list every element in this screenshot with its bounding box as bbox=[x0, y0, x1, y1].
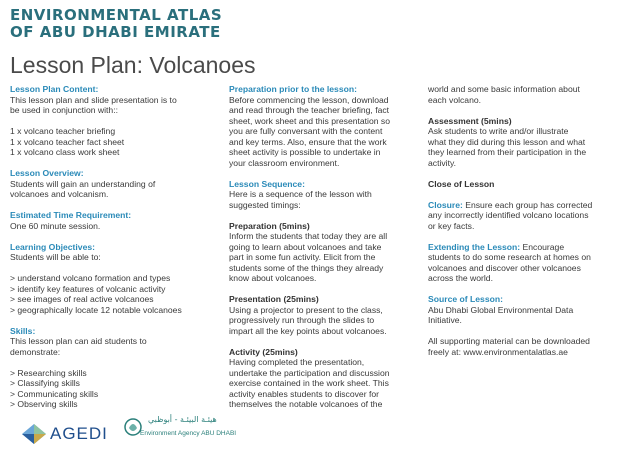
activity-text-line: themselves the notable volcanoes of the bbox=[229, 399, 383, 409]
activity-text-line: exercise contained in the work sheet. This bbox=[229, 378, 389, 388]
support-text-line: freely at: www.environmentalatlas.ae bbox=[428, 346, 568, 357]
prep-text-line: sheet activity is possible to undertake in bbox=[229, 147, 381, 157]
prep5-text-line: students some of the things they already bbox=[229, 262, 384, 273]
source-text-line: Abu Dhabi Global Environmental Data bbox=[428, 304, 574, 315]
content-item: 1 x volcano teacher briefing bbox=[10, 126, 116, 136]
skill-item: > Classifying skills bbox=[10, 378, 80, 388]
objective-item: > identify key features of volcanic activity bbox=[10, 283, 166, 294]
extending-text-line: volcanoes and discover other volcanoes bbox=[428, 262, 581, 273]
objectives-heading: Learning Objectives: bbox=[10, 241, 96, 252]
presentation-text-line: Using a projector to present to the class, bbox=[229, 304, 383, 315]
page-title: Lesson Plan: Volcanoes bbox=[10, 52, 256, 78]
prep-heading: Preparation prior to the lesson: bbox=[229, 84, 357, 94]
closure-text-line: any incorrectly identified volcano locations bbox=[428, 210, 589, 220]
prep5-text-line: going to learn about volcanoes and take bbox=[229, 241, 382, 252]
objective-item: > see images of real active volcanoes bbox=[10, 294, 154, 304]
closure-label: Closure: bbox=[428, 199, 463, 210]
extending-line bbox=[428, 242, 628, 253]
content-text-line: This lesson plan and slide presentation is to bbox=[10, 94, 177, 105]
content-item: 1 x volcano teacher fact sheet bbox=[10, 136, 125, 147]
objective-item: > understand volcano formation and types bbox=[10, 273, 171, 283]
sequence-heading: Lesson Sequence: bbox=[229, 178, 305, 189]
sequence-text-line: suggested timings: bbox=[229, 199, 301, 210]
activity-text-line: activity enables students to discover for bbox=[229, 388, 379, 399]
prep5-text-line: part in some fun activity. Elicit from the bbox=[229, 252, 376, 262]
overview-text-line: Students will gain an understanding of bbox=[10, 178, 156, 189]
atlas-title-line2: OF ABU DHABI EMIRATE bbox=[10, 23, 221, 41]
source-heading: Source of Lesson: bbox=[428, 294, 503, 304]
closure-text-line: or key facts. bbox=[428, 220, 475, 231]
environment-agency-english: Environment Agency ABU DHABI bbox=[140, 430, 237, 437]
continued-text-line: world and some basic information about bbox=[428, 84, 580, 94]
skills-heading: Skills: bbox=[10, 325, 36, 336]
prep-text-line: and key terms. Also, ensure that the work bbox=[229, 136, 387, 147]
prep-text-line: Before commencing the lesson, download bbox=[229, 94, 389, 105]
sequence-text-line: Here is a sequence of the lesson with bbox=[229, 189, 372, 199]
time-heading: Estimated Time Requirement: bbox=[10, 210, 132, 220]
atlas-title-line1: ENVIRONMENTAL ATLAS bbox=[10, 6, 223, 24]
closure-line bbox=[428, 200, 628, 211]
column-1 bbox=[10, 84, 215, 410]
objectives-intro: Students will be able to: bbox=[10, 252, 101, 262]
prep5-heading: Preparation (5mins) bbox=[229, 220, 310, 231]
assessment-heading: Assessment (5mins) bbox=[428, 115, 512, 126]
time-text: One 60 minute session. bbox=[10, 220, 101, 231]
prep5-text-line: Inform the students that today they are all bbox=[229, 231, 388, 241]
source-text-line: Initiative. bbox=[428, 315, 462, 325]
column-3 bbox=[428, 84, 628, 357]
assessment-text-line: Ask students to write and/or illustrate bbox=[428, 126, 569, 136]
assessment-text-line: activity. bbox=[428, 157, 457, 168]
continued-text-line: each volcano. bbox=[428, 94, 482, 105]
skill-item: > Researching skills bbox=[10, 367, 87, 378]
skill-item: > Communicating skills bbox=[10, 388, 99, 399]
presentation-heading: Presentation (25mins) bbox=[229, 294, 319, 304]
skill-item: > Observing skills bbox=[10, 399, 78, 409]
activity-heading: Activity (25mins) bbox=[229, 346, 298, 357]
prep5-text-line: know about volcanoes. bbox=[229, 273, 317, 283]
prep-text-line: you are fully conversant with the content bbox=[229, 126, 383, 136]
extending-text: Encourage bbox=[520, 241, 565, 252]
overview-heading: Lesson Overview: bbox=[10, 168, 84, 178]
objective-item: > geographically locate 12 notable volcanoes bbox=[10, 304, 182, 315]
column-2 bbox=[229, 84, 419, 410]
environment-agency-arabic: هيئـة البيئـة - أبوظبي bbox=[148, 415, 217, 424]
content-text-line: be used in conjunction with:: bbox=[10, 105, 118, 115]
extending-text-line: students to do some research at homes on bbox=[428, 252, 591, 262]
presentation-text-line: impart all the key points about volcanoes. bbox=[229, 325, 387, 336]
assessment-text-line: they learned from their participation in the bbox=[428, 147, 587, 157]
extending-label: Extending the Lesson: bbox=[428, 241, 521, 252]
extending-text-line: across the world. bbox=[428, 273, 493, 283]
assessment-text-line: what they did during this lesson and what bbox=[428, 136, 586, 147]
atlas-title bbox=[10, 7, 222, 41]
closure-text: Ensure each group has corrected bbox=[462, 199, 593, 210]
prep-text-line: sheet, work sheet and this presentation so bbox=[229, 115, 390, 126]
agedi-logo-icon bbox=[22, 424, 46, 444]
agedi-label: AGEDI bbox=[50, 424, 108, 443]
activity-text-line: undertake the participation and discussion bbox=[229, 367, 390, 378]
prep-text-line: your classroom environment. bbox=[229, 157, 340, 168]
close-heading: Close of Lesson bbox=[428, 178, 495, 189]
activity-text-line: Having completed the presentation, bbox=[229, 357, 365, 367]
content-item: 1 x volcano class work sheet bbox=[10, 147, 120, 157]
skills-text-line: demonstrate: bbox=[10, 346, 61, 357]
skills-text-line: This lesson plan can aid students to bbox=[10, 336, 147, 346]
content-heading: Lesson Plan Content: bbox=[10, 84, 99, 94]
support-text-line: All supporting material can be downloaded bbox=[428, 336, 590, 346]
overview-text-line: volcanoes and volcanism. bbox=[10, 189, 109, 199]
prep-text-line: and read through the teacher briefing, fact bbox=[229, 105, 390, 115]
presentation-text-line: progressively run through the slides to bbox=[229, 315, 375, 325]
